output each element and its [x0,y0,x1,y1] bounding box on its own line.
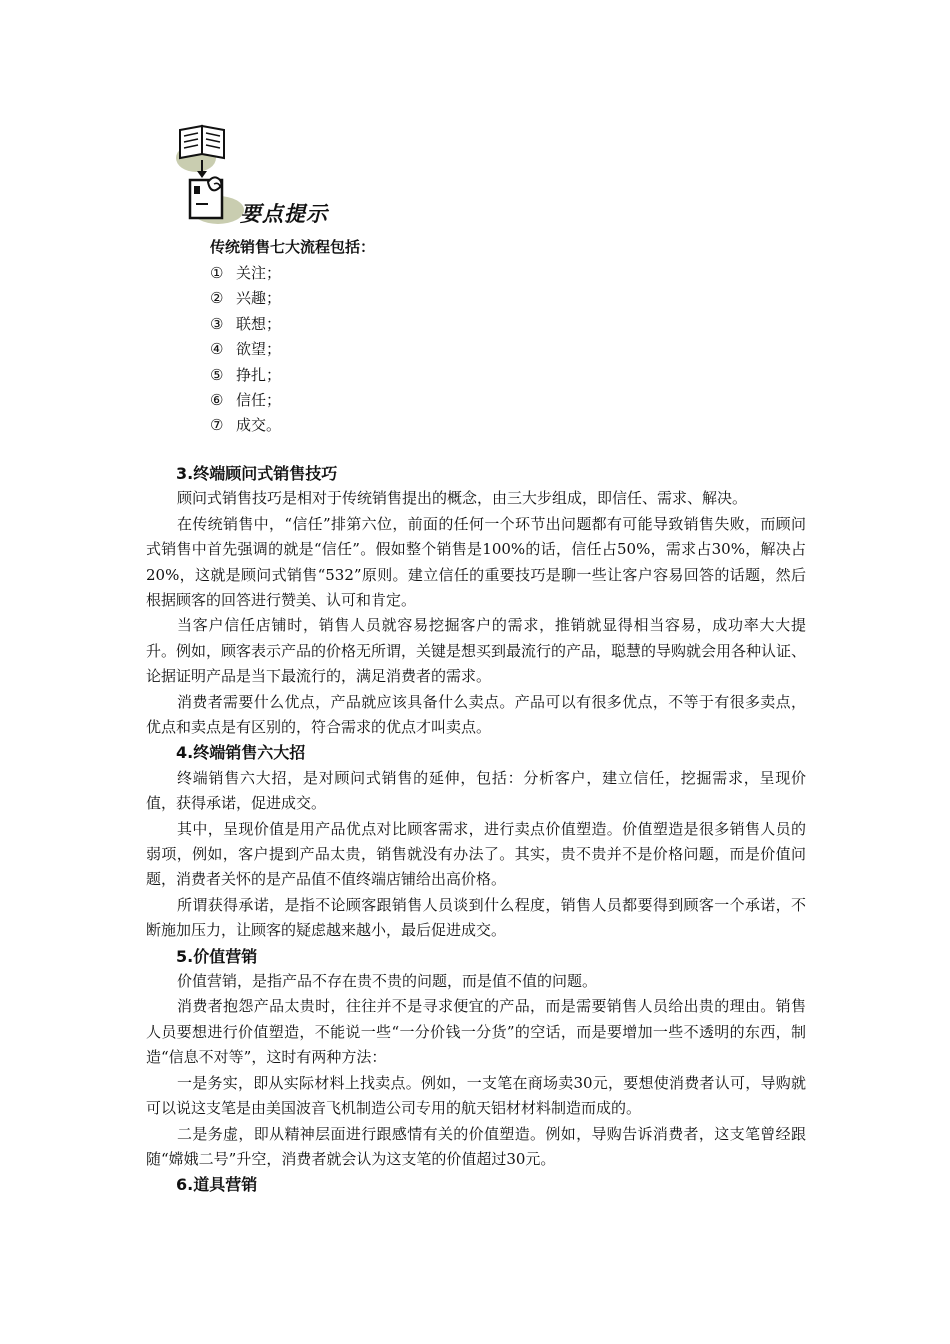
list-item [210,261,281,286]
paragraph: 所谓获得承诺，是指不论顾客跟销售人员谈到什么程度，销售人员都要得到顾客一个承诺，不断施加压力，让顾客的疑虑越来越小，最后促进成交。 [146,895,806,940]
list-item-text: 成交。 [236,416,282,435]
list-item-number: ⑥ [210,390,224,409]
section-heading-6: 6.道具营销 [176,1175,258,1195]
list-item [210,388,281,413]
list-item-number: ④ [210,340,224,359]
paragraph: 二是务虚，即从精神层面进行跟感情有关的价值塑造。例如，导购告诉消费者，这支笔曾经跟随“嫦娥二号”升空，消费者就会认为这支笔的价值超过30元。 [146,1124,806,1168]
list-item-number: ① [210,264,224,282]
tip-title: 要点提示 [240,202,328,226]
book-tip-icon [176,124,246,224]
list-item-number: ③ [210,314,224,333]
paragraph: 一是务实，即从实际材料上找卖点。例如，一支笔在商场卖30元，要想使消费者认可，导购就可以说这支笔是由美国波音飞机制造公司专用的航天铝材材料制造而成的。 [146,1073,806,1118]
list-item-text: 信任； [236,390,282,409]
list-item-text: 欲望； [236,340,282,359]
list-item-number: ⑤ [210,365,224,384]
list-item [210,337,281,362]
paragraph: 顾问式销售技巧是相对于传统销售提出的概念，由三大步组成，即信任、需求、解决。 [177,489,748,508]
tip-list [210,261,281,439]
paragraph: 消费者抱怨产品太贵时，往往并不是寻求便宜的产品，而是需要销售人员给出贵的理由。销售人员要想进行价值塑造，不能说一些“一分价钱一分货”的空话，而是要增加一些不透明的东西，制造“信息不对等”，这时有两种方法： [146,997,806,1067]
section-heading-4: 4.终端销售六大招 [176,743,306,763]
tip-intro: 传统销售七大流程包括： [210,238,376,256]
list-item [210,286,281,311]
list-item-number: ② [210,289,224,308]
paragraph: 消费者需要什么优点，产品就应该具备什么卖点。产品可以有很多优点，不等于有很多卖点，优点和卖点是有区别的，符合需求的优点才叫卖点。 [146,692,806,737]
list-item [210,312,281,337]
paragraph: 其中，呈现价值是用产品优点对比顾客需求，进行卖点价值塑造。价值塑造是很多销售人员的弱项，例如，客户提到产品太贵，销售就没有办法了。其实，贵不贵并不是价格问题，而是价值问题，消费者关怀的是产品值不值终端店铺给出高价格。 [146,819,806,889]
section-heading-5: 5.价值营销 [176,946,258,966]
paragraph: 在传统销售中，“信任”排第六位，前面的任何一个环节出问题都有可能导致销售失败，而顾问式销售中首先强调的就是“信任”。假如整个销售是100%的话，信任占50%，需求占30%，解决占20%，这就是顾问式销售“532”原则。建立信任的重要技巧是聊一些让客户容易回答的话题，然后根据顾客的回答进行赞美、认可和肯定。 [146,514,806,610]
paragraph: 价值营销，是指产品不存在贵不贵的问题，而是值不值的问题。 [177,972,598,991]
list-item-text: 关注； [236,264,282,282]
list-item-number: ⑦ [210,416,224,435]
list-item-text: 联想； [236,314,282,333]
list-item [210,363,281,388]
paragraph: 终端销售六大招，是对顾问式销售的延伸，包括：分析客户，建立信任，挖掘需求，呈现价值，获得承诺，促进成交。 [146,768,806,813]
list-item [210,413,281,438]
body-content [146,461,806,1198]
paragraph: 当客户信任店铺时，销售人员就容易挖掘客户的需求，推销就显得相当容易，成功率大大提升。例如，顾客表示产品的价格无所谓，关键是想买到最流行的产品，聪慧的导购就会用各种认证、论据证明产品是当下最流行的，满足消费者的需求。 [146,616,807,686]
list-item-text: 兴趣； [236,289,282,308]
list-item-text: 挣扎； [236,365,282,384]
section-heading-3: 3.终端顾问式销售技巧 [176,464,338,483]
